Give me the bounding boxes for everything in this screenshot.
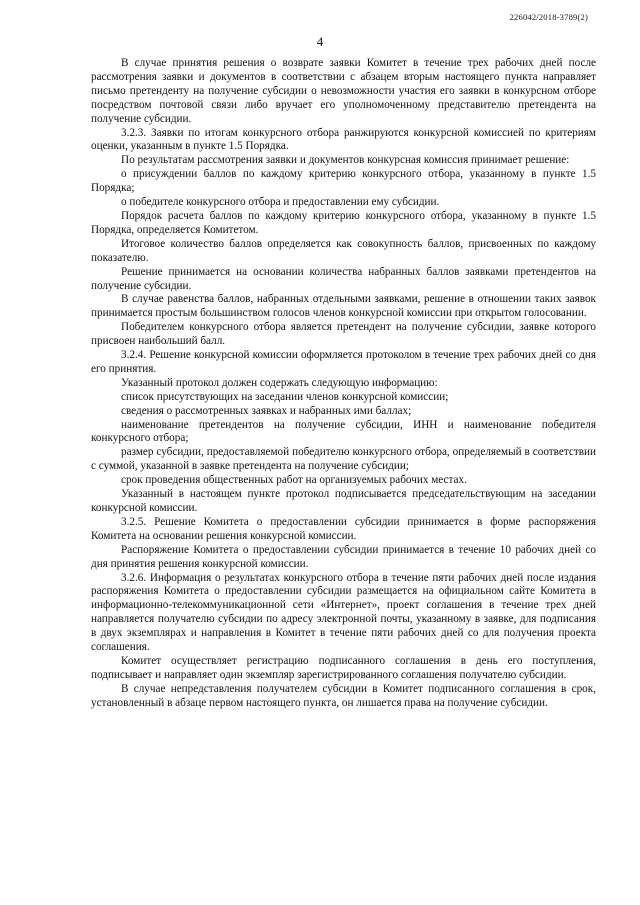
- document-body: [91, 57, 596, 711]
- paragraph: размер субсидии, предоставляемой победителю конкурсного отбора, определяемый в соответствии с суммой, указанной в заявке претендента на получение субсидии;: [91, 446, 596, 473]
- paragraph: о присуждении баллов по каждому критерию конкурсного отбора, указанному в пункте 1.5 Порядка;: [91, 168, 596, 195]
- paragraph: Порядок расчета баллов по каждому критерию конкурсного отбора, указанному в пункте 1.5 Порядка, определяется Комитетом.: [91, 209, 596, 236]
- paragraph: Указанный в настоящем пункте протокол подписывается председательствующим на заседании конкурсной комиссии.: [91, 488, 596, 514]
- document-id: 226042/2018-3789(2): [509, 12, 588, 22]
- paragraph: В случае равенства баллов, набранных отдельными заявками, решение в отношении таких заявок принимается простым большинством голосов членов конкурсной комиссии при открытом голосовании.: [91, 293, 596, 320]
- page-number: 4: [316, 34, 324, 49]
- paragraph: 3.2.4. Решение конкурсной комиссии оформляется протоколом в течение трех рабочих дней со дня его принятия.: [91, 349, 596, 375]
- paragraph: сведения о рассмотренных заявках и набранных ими баллах;: [121, 404, 412, 417]
- paragraph: 3.2.3. Заявки по итогам конкурсного отбора ранжируются конкурсной комиссией по критериям оценки, указанным в пункте 1.5 Порядка.: [91, 126, 596, 153]
- paragraph: 3.2.5. Решение Комитета о предоставлении субсидии принимается в форме распоряжения Комитета на основании решения конкурсной комиссии.: [91, 515, 596, 542]
- paragraph: По результатам рассмотрения заявки и документов конкурсная комиссия принимает решение:: [121, 154, 570, 167]
- paragraph: Победителем конкурсного отбора является претендент на получение субсидии, заявке которого присвоен наибольший балл.: [91, 321, 596, 348]
- paragraph: Решение принимается на основании количества набранных баллов заявками претендентов на получение субсидии.: [91, 265, 596, 292]
- paragraph: срок проведения общественных работ на организуемых рабочих местах.: [121, 474, 467, 487]
- paragraph: Итоговое количество баллов определяется как совокупность баллов, присвоенных по каждому показателю.: [91, 237, 596, 264]
- paragraph: В случае принятия решения о возврате заявки Комитет в течение трех рабочих дней после рассмотрения заявки и документов в соответствии с абзацем вторым настоящего пункта направляет письмо претенденту на получение субсидии о невозможности участия его заявки в конкурсном отборе посредством почтовой связи либо вручает его уполномоченному представителю претендента на получение субсидии.: [91, 57, 596, 125]
- paragraph: Комитет осуществляет регистрацию подписанного соглашения в день его поступления, подписывает и направляет один экземпляр зарегистрированного соглашения получателю субсидии.: [91, 654, 596, 681]
- paragraph: список присутствующих на заседании членов конкурсной комиссии;: [121, 390, 449, 403]
- paragraph: Распоряжение Комитета о предоставлении субсидии принимается в течение 10 рабочих дней со дня принятия решения конкурсной комиссии.: [91, 543, 596, 570]
- paragraph: Указанный протокол должен содержать следующую информацию:: [121, 376, 438, 389]
- paragraph: 3.2.6. Информация о результатах конкурсного отбора в течение пяти рабочих дней после издания распоряжения Комитета о предоставлении субсидии размещается на официальном сайте Комитета в информационно-телекоммуникационной сети «Интернет», проект соглашения в течение трех дней направляется получателю субсидии по адресу электронной почты, указанному в заявке, для подписания в двух экземплярах и направления в Комитет в течение пяти рабочих дней со для получения проекта соглашения.: [91, 571, 596, 654]
- paragraph: наименование претендентов на получение субсидии, ИНН и наименование победителя конкурсного отбора;: [91, 418, 596, 445]
- paragraph: о победителе конкурсного отбора и предоставлении ему субсидии.: [121, 196, 440, 209]
- paragraph: В случае непредставления получателем субсидии в Комитет подписанного соглашения в срок, установленный в абзаце первом настоящего пункта, он лишается права на получение субсидии.: [91, 682, 596, 709]
